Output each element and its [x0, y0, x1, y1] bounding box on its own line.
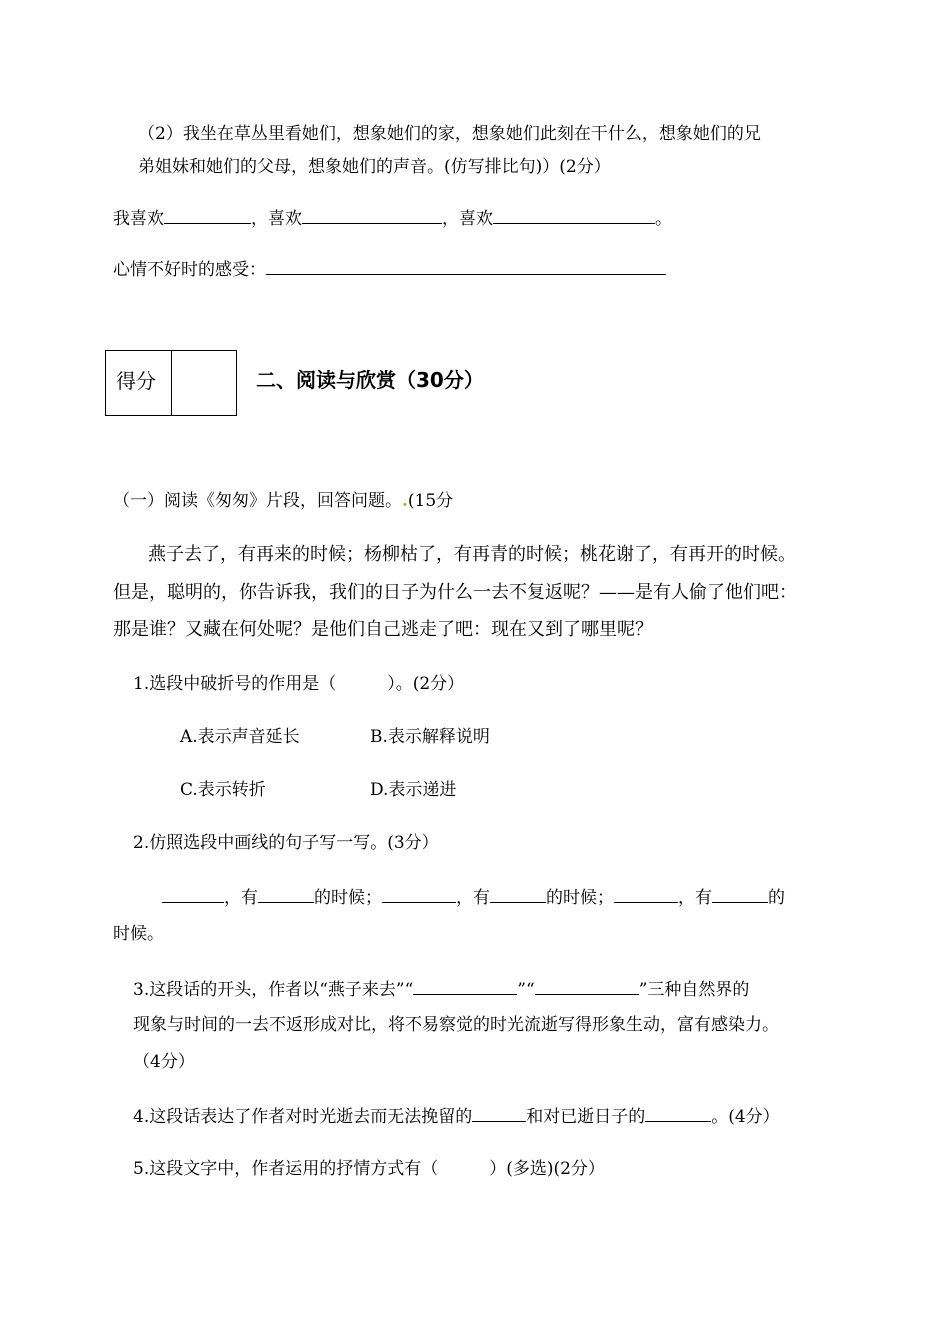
q1-option-c[interactable]: C.表示转折	[180, 780, 266, 800]
score-label: 得分	[106, 351, 172, 415]
q4-blank-1[interactable]	[472, 1103, 526, 1122]
q2-fill-line: ，有 的时候； ，有 的时候； ，有 的	[162, 884, 785, 910]
q4-blank-2[interactable]	[645, 1103, 711, 1122]
q2-fill-end: 时候。	[113, 924, 164, 944]
q1-option-b[interactable]: B.表示解释说明	[370, 727, 490, 747]
passage-line-2: 但是，聪明的，你告诉我，我们的日子为什么一去不复返呢？——是有人偷了他们吧：	[113, 582, 797, 603]
q3-line-3: （4分）	[133, 1052, 195, 1072]
question-4: 4.这段话表达了作者对时光逝去而无法挽留的 和对已逝日子的 。(4分）	[133, 1103, 780, 1129]
q3-blank-1[interactable]	[413, 976, 517, 995]
passage-line-3: 那是谁？又藏在何处呢？是他们自己逃走了吧：现在又到了哪里呢？	[113, 619, 653, 640]
feeling-label: 心情不好时的感受：	[113, 260, 266, 280]
fill-like-blank-2[interactable]	[302, 205, 442, 224]
feeling-line	[113, 256, 666, 282]
question-2: 2.仿照选段中画线的句子写一写。(3分）	[133, 833, 439, 853]
score-box	[105, 350, 237, 416]
q3-line-2: 现象与时间的一去不返形成对比，将不易察觉的时光流逝写得形象生动，富有感染力。	[133, 1015, 779, 1035]
fill-like-blank-3[interactable]	[493, 205, 655, 224]
q3-blank-2[interactable]	[535, 976, 639, 995]
q2-blank-6[interactable]	[712, 884, 768, 903]
q2-blank-1[interactable]	[162, 884, 224, 903]
feeling-blank[interactable]	[266, 256, 666, 275]
q2-prompt-line2: 弟姐妹和她们的父母，想象她们的声音。(仿写排比句)）(2分）	[138, 157, 611, 177]
q2-blank-2[interactable]	[258, 884, 314, 903]
q2-prompt-line1: （2）我坐在草丛里看她们，想象她们的家，想象她们此刻在干什么，想象她们的兄	[138, 124, 761, 144]
q2-blank-5[interactable]	[614, 884, 678, 903]
q1-option-d[interactable]: D.表示递进	[370, 780, 457, 800]
section-title: 二、阅读与欣赏（30分）	[256, 368, 484, 392]
q2-blank-4[interactable]	[490, 884, 546, 903]
question-3: 3.这段话的开头，作者以“燕子来去”“ ”“ ”三种自然界的	[133, 976, 749, 1002]
fill-like-blank-1[interactable]	[164, 205, 251, 224]
question-5: 5.这段文字中，作者运用的抒情方式有（ ）(多选)(2分）	[133, 1159, 605, 1179]
question-1: 1.选段中破折号的作用是（ ）。(2分）	[133, 674, 465, 694]
score-value-cell[interactable]	[172, 351, 236, 415]
q1-option-a[interactable]: A.表示声音延长	[180, 727, 300, 747]
passage-line-1: 燕子去了，有再来的时候；杨柳枯了，有再青的时候；桃花谢了，有再开的时候。	[148, 544, 796, 565]
q2-blank-3[interactable]	[382, 884, 456, 903]
fill-like-sentence: 我喜欢 ，喜欢 ，喜欢 。	[113, 205, 672, 231]
reading-header: （一）阅读《匆匆》片段，回答问题。.(15分	[113, 491, 454, 511]
marker-dot: .	[402, 491, 408, 511]
